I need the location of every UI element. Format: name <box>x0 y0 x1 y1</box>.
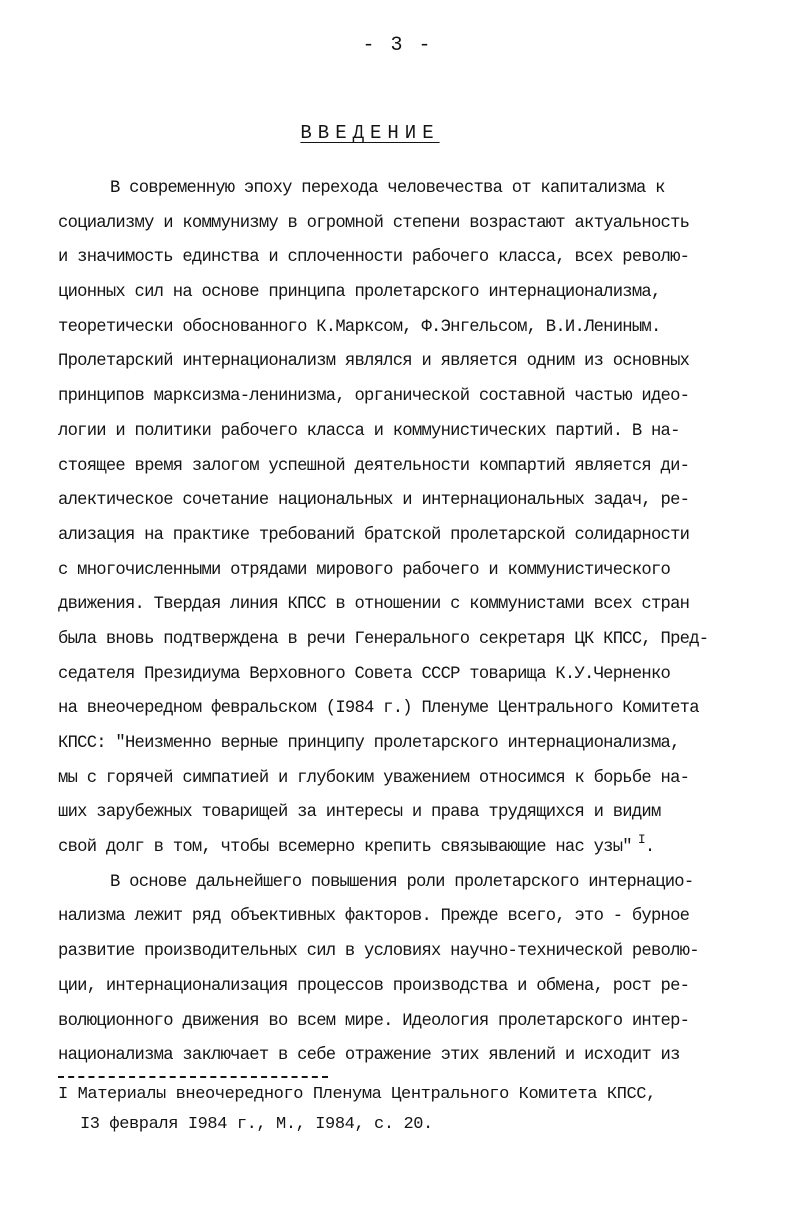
text-line: ших зарубежных товарищей за интересы и права трудящихся и видим <box>58 803 661 823</box>
page-number: - 3 - <box>362 34 433 57</box>
text-line: В современную эпоху перехода человечества от капитализма к <box>110 179 665 198</box>
text-line: КПСС: "Неизменно верные принципу пролетарского интернационализма, <box>58 734 680 753</box>
text-line: В основе дальнейшего повышения роли пролетарского интернацио- <box>110 872 694 892</box>
section-heading: ВВЕДЕНИЕ <box>300 122 440 144</box>
footnote-line: I3 февраля I984 г., М., I984, с. 20. <box>80 1115 433 1134</box>
paragraph-2 <box>58 866 778 1074</box>
text-line: теоретически обоснованного К.Марксом, Ф.Энгельсом, В.И.Лениным. <box>58 317 661 337</box>
text-line: логии и политики рабочего класса и коммунистических партий. В на- <box>58 421 680 441</box>
text-line: была вновь подтверждена в речи Генерального секретаря ЦК КПСС, Пред- <box>58 629 709 649</box>
text-line: седателя Президиума Верховного Совета СССР товарища К.У.Черненко <box>58 664 671 684</box>
text-line: национализма заключает в себе отражение этих явлений и исходит из <box>58 1046 680 1066</box>
text-line: мы с горячей симпатией и глубоким уважением относимся к борьбе на- <box>58 768 690 788</box>
text-line: на внеочередном февральском (I984 г.) Пленуме Центрального Комитета <box>58 699 699 719</box>
text-line: стоящее время залогом успешной деятельности компартий является ди- <box>58 456 690 476</box>
end-punctuation: . <box>644 838 655 858</box>
footnote-separator <box>58 1076 328 1078</box>
footnote-reference: I <box>637 832 645 848</box>
text-line <box>58 831 778 866</box>
text-line: алектическое сочетание национальных и интернациональных задач, ре- <box>58 491 690 511</box>
paragraph-1 <box>58 172 778 866</box>
text-line: и значимость единства и сплоченности рабочего класса, всех револю- <box>58 248 690 268</box>
text-line-content: свой долг в том, чтобы всемерно крепить связывающие нас узы" <box>58 838 632 858</box>
text-line: Пролетарский интернационализм являлся и является одним из основных <box>58 352 690 372</box>
footnote-line: I Материалы внеочередного Пленума Центрального Комитета КПСС, <box>58 1085 656 1104</box>
text-line: развитие производительных сил в условиях научно-технической револю- <box>58 942 699 962</box>
footnote <box>58 1080 778 1140</box>
text-line: с многочисленными отрядами мирового рабочего и коммунистического <box>58 560 671 580</box>
text-line: ционных сил на основе принципа пролетарского интернационализма, <box>58 283 661 303</box>
text-line: движения. Твердая линия КПСС в отношении с коммунистами всех стран <box>58 595 690 615</box>
text-line: социализму и коммунизму в огромной степени возрастают актуальность <box>58 213 690 233</box>
text-line: принципов марксизма-ленинизма, органической составной частью идео- <box>58 387 690 407</box>
text-line: ции, интернационализация процессов производства и обмена, рост ре- <box>58 976 690 996</box>
text-line: волюционного движения во всем мире. Идеология пролетарского интер- <box>58 1011 690 1031</box>
text-line: нализма лежит ряд объективных факторов. Прежде всего, это - бурное <box>58 907 690 927</box>
text-line: ализация на практике требований братской пролетарской солидарности <box>58 525 690 545</box>
body-text <box>58 172 778 1074</box>
